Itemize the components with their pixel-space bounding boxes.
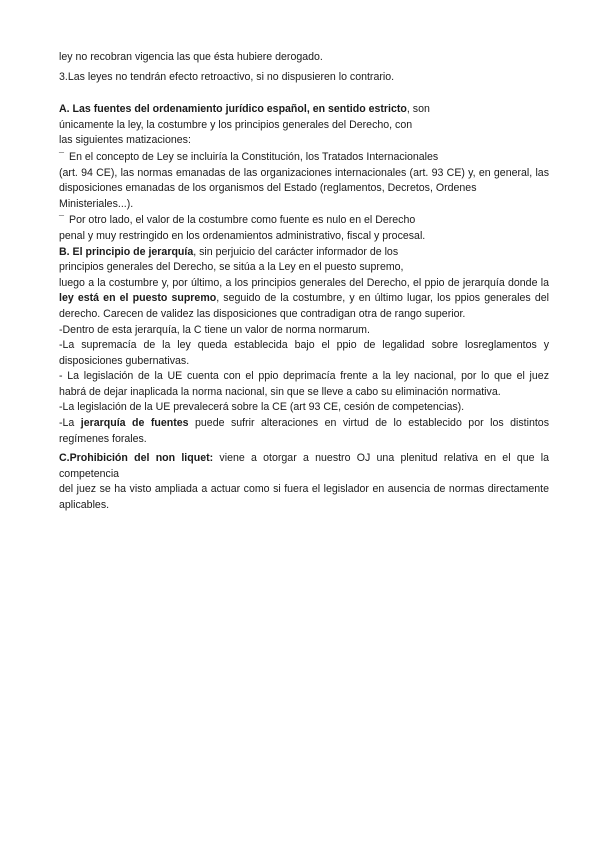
section-b-line-4-rest: , seguido de la costumbre, y en último lugar, los ppios generales del — [216, 292, 549, 305]
section-b-point-5-pre: -La — [59, 417, 81, 430]
section-b-point-5-bold: jerarquía de fuentes — [80, 417, 189, 430]
section-a-line-1 — [59, 102, 549, 118]
section-b-point-3-line-1: - La legislación de la UE cuenta con el ppio deprimacía frente a la ley nacional, por lo que el juez — [59, 370, 549, 383]
section-c-line-1-rest: viene a otorgar a nuestro OJ una plenitud relativa en el que la competencia — [59, 452, 550, 480]
document-body — [59, 50, 549, 514]
section-b-point-5-line-1 — [59, 416, 549, 432]
section-c-line-2: del juez se ha visto ampliada a actuar como si fuera el legislador en ausencia de normas directamente — [59, 483, 549, 496]
section-b-line-4 — [59, 291, 549, 307]
section-a-heading: A. Las fuentes del ordenamiento jurídico español, en sentido estricto — [59, 103, 407, 116]
section-a-bullet-2-line-1 — [59, 212, 549, 229]
section-b-point-5-line-2: regímenes forales. — [59, 432, 147, 445]
bullet-2-text: Por otro lado, el valor de la costumbre como fuente es nulo en el Derecho — [69, 214, 416, 227]
section-b-point-5-rest: puede sufrir alteraciones en virtud de lo establecido por los distintos — [188, 417, 549, 430]
section-b-line-5: derecho. Carecen de validez las disposiciones que contradigan otra de rango superior. — [59, 307, 466, 320]
bullet-marker-1: ¯ — [59, 150, 64, 161]
section-b-line-2: principios generales del Derecho, se sitúa a la Ley en el puesto supremo, — [59, 261, 404, 274]
section-a-line-2: únicamente la ley, la costumbre y los principios generales del Derecho, con — [59, 118, 413, 131]
section-b-line-1 — [59, 245, 549, 261]
section-b-point-4: -La legislación de la UE prevalecerá sobre la CE (art 93 CE, cesión de competencias). — [59, 401, 465, 414]
section-a-bullet-2-line-2: penal y muy restringido en los ordenamientos administrativo, fiscal y procesal. — [59, 229, 426, 242]
section-b-heading: B. El principio de jerarquía — [59, 245, 194, 258]
section-b — [59, 245, 549, 448]
section-b-point-1: -Dentro de esta jerarquía, la C tiene un valor de norma normarum. — [59, 323, 370, 336]
section-b-line-3: luego a la costumbre y, por último, a los principios generales del Derecho, el ppio de jerarquía donde la — [59, 276, 549, 289]
paragraph-top-2: 3.Las leyes no tendrán efecto retroactivo, si no dispusieren lo contrario. — [59, 70, 395, 83]
section-a-bullet-1-line-1 — [59, 149, 549, 166]
section-c — [59, 451, 549, 513]
section-c-heading: C.Prohibición del non liquet: — [59, 452, 214, 465]
bullet-1-text: En el concepto de Ley se incluiría la Constitución, los Tratados Internacionales — [69, 150, 439, 163]
section-b-line-4-bold: ley está en el puesto supremo — [59, 292, 217, 305]
section-b-line-1-rest: , sin perjuicio del carácter informador de los — [193, 245, 399, 258]
section-a-bullet-1-line-2: (art. 94 CE), las normas emanadas de las organizaciones internacionales (art. 93 CE) y, en general, las — [59, 166, 549, 179]
section-a-line-3: las siguientes matizaciones: — [59, 134, 191, 147]
section-a-bullet-1-line-3: disposiciones emanadas de los organismos del Estado (reglamentos, Decretos, Ordenes Ministeriales...). — [59, 182, 477, 210]
bullet-marker-2: ¯ — [59, 214, 64, 225]
section-c-line-3: aplicables. — [59, 499, 110, 512]
section-a — [59, 102, 549, 244]
section-c-line-1 — [59, 451, 549, 482]
paragraph-top-1: ley no recobran vigencia las que ésta hubiere derogado. — [59, 51, 323, 63]
section-b-point-3-line-2: habrá de dejar inaplicada la norma nacional, sin que se lleve a cabo su eliminación normativa. — [59, 385, 501, 398]
section-b-point-2-line-1: -La supremacía de la ley queda establecida bajo el ppio de legalidad sobre losreglamentos y — [59, 339, 549, 352]
section-a-line-1-rest: , son — [406, 103, 430, 116]
section-b-point-2-line-2: disposiciones gubernativas. — [59, 354, 190, 367]
